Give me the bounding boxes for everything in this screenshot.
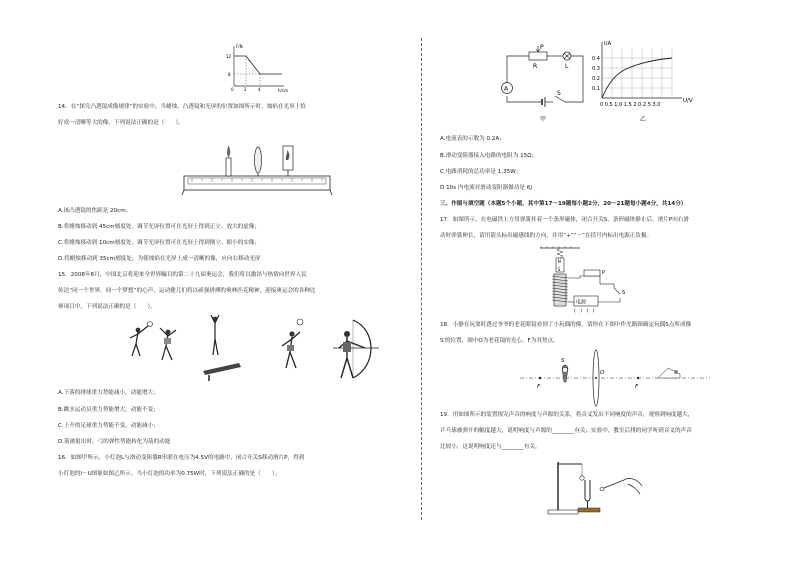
circuit-diagram-jia xyxy=(497,46,589,110)
tick-8: 8 xyxy=(228,72,231,77)
focus-label-left: F xyxy=(537,384,541,390)
iu-graph-yi xyxy=(592,40,704,112)
magnet-s-label: S xyxy=(557,268,561,273)
q19-stem-3: 比较小，这说明响度还与________有关。 xyxy=(440,444,541,450)
optical-center-label: O xyxy=(600,370,605,376)
diver-image xyxy=(195,315,247,381)
tick-x2: 2 xyxy=(244,87,247,92)
soccer-player-image xyxy=(268,318,316,380)
caption-jia: 甲 xyxy=(540,116,547,123)
q15-stem-1: 15．2008年8月，中国北京将迎来全世界瞩目的第二十九届奥运会，我们将以激昂与热情向世界人民 xyxy=(58,272,307,278)
power-source-label: 电源 xyxy=(576,299,587,306)
iu-tick-01: 0.1 xyxy=(592,86,600,92)
slider-label-p17: P xyxy=(602,270,606,276)
iu-x-label: U/V xyxy=(683,98,693,104)
tuning-fork-figure xyxy=(548,458,648,516)
ammeter-label-a: A xyxy=(504,85,509,93)
polarity-brackets: ( ) ( ) xyxy=(574,309,595,314)
q16-stem-2: 小灯泡的I－U图象如图乙所示。当小灯泡的功率为0.75W时，下列说法正确的是（ ）。 xyxy=(58,471,281,477)
q19-stem-2: 乒乓球被弹开的幅度越大，说明响度与声源的________有关；实验中，教室后排的同学听到音叉的声音 xyxy=(440,428,692,434)
optical-bench-figure xyxy=(182,140,332,196)
q16-option-a: A.电流表的示数为 0.2A； xyxy=(440,136,505,142)
q15-option-c: C.上升的足球重力势能不变，动能减小； xyxy=(58,423,159,429)
iu-tick-02: 0.2 xyxy=(592,76,600,82)
rheostat-label-r: R xyxy=(533,63,538,70)
q16-option-c: C.电路消耗的总功率是 1.35W； xyxy=(440,169,522,175)
q17-stem-2: 动时弹簧伸长，请用箭头标出磁感线的方向，并用“+”“－”在括号内标出电源正负极。 xyxy=(440,233,653,239)
q15-option-a: A.下落的排球重力势能减小，动能增大； xyxy=(58,390,159,396)
f-axis-label: F/N xyxy=(236,44,243,49)
volleyball-players-image xyxy=(120,320,184,364)
tick-0: 0 xyxy=(231,87,234,92)
q14-option-b: B.将蜡烛移动到 45cm刻度处，调节光屏位置可在光屏上得到正立、放大的虚像； xyxy=(58,224,261,230)
iu-x-ticks: 0 0.5 1.0 1.5 2.0 2.5 3.0 xyxy=(600,102,661,108)
q18-stem-1: 18．小静在玩耍时透过爷爷的老花眼镜看到了小玩偶的像，请你在下图中作光路图确定玩偶S点所成像 xyxy=(440,322,692,328)
switch-label-s: S xyxy=(557,90,561,97)
q14-option-c: C.将蜡烛移动到 10cm刻度处，调节光屏位置可在光屏上得到倒立、缩小的实像； xyxy=(58,240,261,246)
q19-stem-1: 19．用如图所示的装置探究声音的响度与声源的关系，将音叉发出不同响度的声音，观察到响度越大， xyxy=(440,412,694,418)
q17-stem-1: 17．如图所示，在电磁铁上方用弹簧挂着一个条形磁体，闭合开关S，条形磁体静止后，滑片P向右滑 xyxy=(440,217,689,223)
tick-x4: 4 xyxy=(258,87,261,92)
q14-option-a: A.该凸透镜的焦距是 20cm； xyxy=(58,208,132,214)
iu-tick-03: 0.3 xyxy=(592,66,600,72)
q14-option-d: D.将蜡烛移动到 35cm刻度处，为使烛焰在光屏上成一清晰的像，应向右移动光屏 xyxy=(58,256,261,262)
section-3-heading: 三、作图与填空题（本题5个小题，其中第17～19题每小题2分，20～21题每小题4分，共14分） xyxy=(440,201,687,207)
column-divider xyxy=(421,38,422,520)
q16-option-b: B.滑动变阻器接入电路的电阻为 15Ω； xyxy=(440,153,538,159)
object-label-s: S xyxy=(561,358,565,364)
caption-yi: 乙 xyxy=(640,116,647,123)
force-height-graph xyxy=(222,42,292,94)
focus-label-right: F xyxy=(635,384,639,390)
q16-option-d: D.10s 内电流对滑动变阻器做功是 6J xyxy=(440,185,533,191)
q14-stem-2: 好成一清晰等大的像，下列说法正确的是（ ）。 xyxy=(58,120,184,126)
archer-image xyxy=(325,316,395,382)
h-axis-label: h/cm xyxy=(278,88,288,93)
switch-label-s17: S xyxy=(622,290,626,296)
q15-option-b: B.跳水运动员重力势能增大，动能不变； xyxy=(58,407,159,413)
lens-figure xyxy=(520,346,710,408)
iu-y-label: I/A xyxy=(604,41,612,47)
q16-stem-1: 16．如图甲所示，小灯泡L与滑动变阻器R串联在电压为4.5V的电路中，闭合开关S移动滑片P，得到 xyxy=(58,455,305,461)
q15-option-d: D.箭被射出时，弓的弹性势能转化为箭的动能 xyxy=(58,439,171,445)
tick-12: 12 xyxy=(226,54,232,59)
q18-stem-2: S′的位置，图中O为老花镜的光心，F为其焦点。 xyxy=(440,338,559,344)
q14-stem-1: 14．在“探究凸透镜成像规律”的实验中，当蜡烛、凸透镜和光屏的位置如图所示时，烛焰在光屏上恰 xyxy=(58,104,306,110)
lamp-label-l: L xyxy=(565,63,569,70)
q15-stem-3: 赛项目中，下列说法正确的是（ ）。 xyxy=(58,304,156,310)
q15-stem-2: 传达“同一个世界，同一个梦想”的心声，运动健儿们将以顽强拼搏的奥林匹克精神，迎接奥运会的各种比 xyxy=(58,288,316,294)
electromagnet-figure xyxy=(540,246,640,312)
magnet-n-label: N xyxy=(557,260,561,265)
slider-label-p: P xyxy=(540,44,544,51)
iu-tick-04: 0.4 xyxy=(592,56,600,62)
